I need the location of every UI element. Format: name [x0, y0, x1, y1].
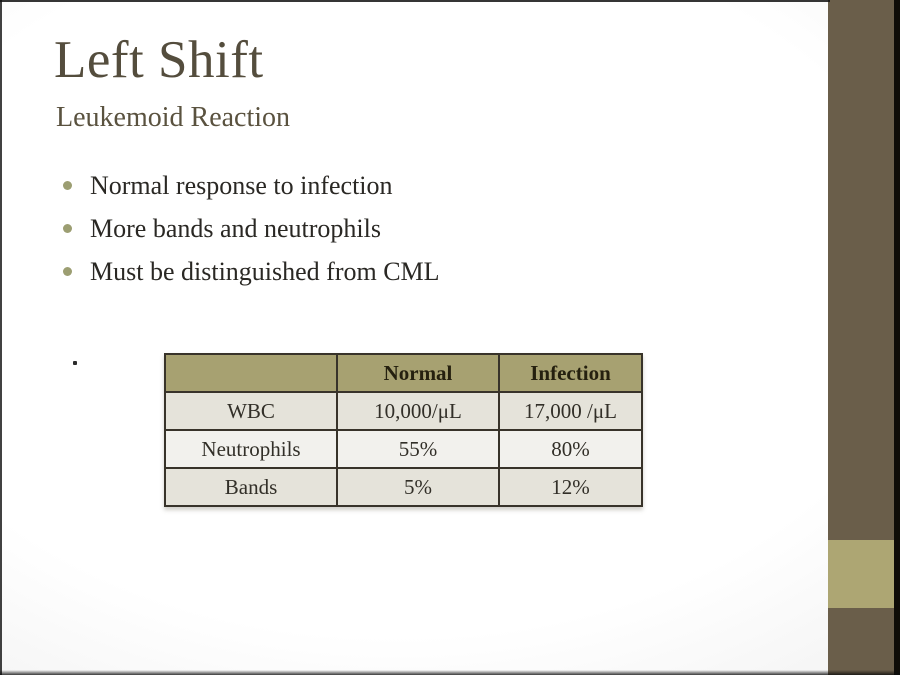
cell-value: 5% [337, 468, 499, 506]
slide-subtitle: Leukemoid Reaction [56, 102, 291, 133]
table-row-wbc [165, 392, 642, 430]
frame-edge-bottom [0, 670, 900, 675]
cell-value: 12% [499, 468, 642, 506]
table-row-bands [165, 468, 642, 506]
slide-title: Left Shift [54, 31, 264, 89]
bullet-text: More bands and neutrophils [90, 213, 382, 243]
bullet-icon [63, 181, 72, 190]
row-label: WBC [165, 392, 337, 430]
header-cell-infection: Infection [499, 354, 642, 392]
row-label: Neutrophils [165, 430, 337, 468]
bullet-icon [63, 224, 72, 233]
bullet-list [63, 164, 440, 293]
right-edge-strip [894, 0, 900, 675]
cell-value: 10,000/μL [337, 392, 499, 430]
bullet-item [63, 250, 440, 293]
bullet-icon [63, 267, 72, 276]
cell-value: 17,000 /μL [499, 392, 642, 430]
cell-value: 80% [499, 430, 642, 468]
row-label: Bands [165, 468, 337, 506]
stray-dot-artifact [73, 361, 77, 365]
bullet-text: Must be distinguished from CML [90, 256, 440, 286]
sidebar-accent-square [828, 540, 894, 608]
bullet-text: Normal response to infection [90, 170, 393, 200]
comparison-table [164, 353, 643, 507]
table-row-neutrophils [165, 430, 642, 468]
header-cell-normal: Normal [337, 354, 499, 392]
table-header-row [165, 354, 642, 392]
frame-edge-left [0, 0, 2, 675]
frame-edge-top [0, 0, 830, 2]
bullet-item [63, 207, 440, 250]
cell-value: 55% [337, 430, 499, 468]
header-cell-blank [165, 354, 337, 392]
bullet-item [63, 164, 440, 207]
